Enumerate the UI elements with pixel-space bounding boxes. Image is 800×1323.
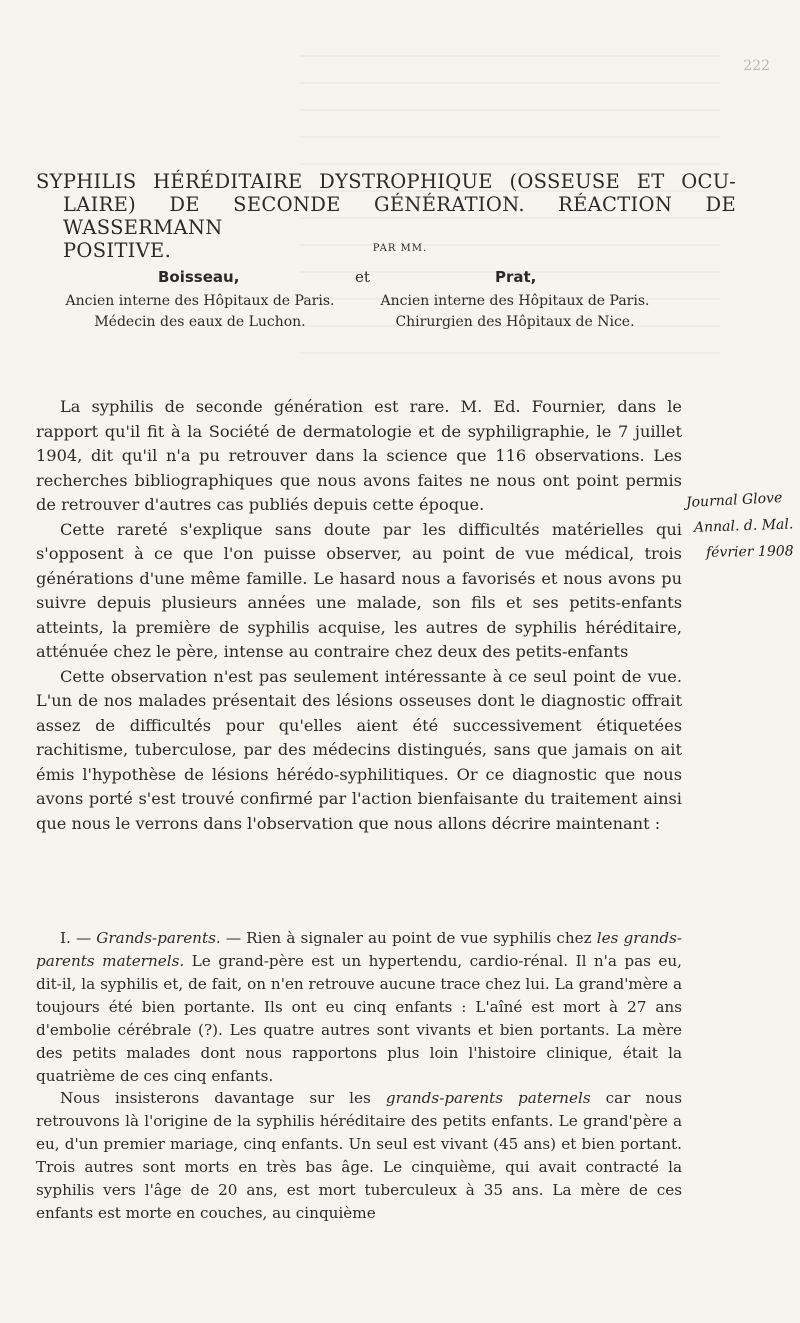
affiliation-line: Ancien interne des Hôpitaux de Paris. [380, 293, 650, 309]
section-label: I. — [60, 929, 97, 947]
annotation-line-2: Annal. d. Mal. [693, 516, 794, 536]
article-body [36, 395, 682, 836]
observation-section [36, 927, 682, 1225]
text-run: Rien à signaler au point de vue syphilis chez [246, 929, 597, 947]
author-name-2: Prat, [495, 268, 537, 286]
author-affiliation-1 [40, 291, 360, 333]
paragraph: La syphilis de seconde génération est rare. M. Ed. Fournier, dans le rapport qu'il fit à la Société de dermatologie et de syphiligraphie, le 7 juillet 1904, dit qu'il n'a pu retrouver dans la science que 116 observations. Les recherches bibliographiques que nous avons faites ne nous ont point permis de retrouver d'autres cas publiés depuis cette époque. [36, 397, 682, 514]
author-name-1: Boisseau, [158, 268, 240, 286]
page-number: 222 [743, 58, 770, 74]
section-heading: Grands-parents. [96, 929, 221, 947]
text-run: Le grand-père est un hypertendu, cardio-rénal. Il n'a pas eu, dit-il, la syphilis et, de fait, on n'en retrouve aucune trace chez lui. La grand'mère a toujours été bien portante. Ils ont eu cinq enfants : L'aîné est mort à 27 ans d'embolie cérébrale (?). Les quatre autres sont vivants et bien portants. La mère des petits malades dont nous rapportons plus loin l'histoire clinique, était la quatrième de ces cinq enfants. [36, 952, 682, 1085]
paragraph: Cette observation n'est pas seulement intéressante à ce seul point de vue. L'un de nos malades présentait des lésions osseuses dont le diagnostic offrait assez de difficultés pour qu'elles aient été successivement étiquetées rachitisme, tuberculose, par des médecins distingués, sans que jamais on ait émis l'hypothèse de lésions hérédo-syphilitiques. Or ce diagnostic que nous avons porté s'est trouvé confirmé par l'action bienfaisante du traitement ainsi que nous le verrons dans l'observation que nous allons décrire maintenant : [36, 666, 682, 833]
affiliation-line: Chirurgien des Hôpitaux de Nice. [395, 314, 635, 330]
title-line-3: POSITIVE. [63, 239, 172, 262]
annotation-line-1: Journal Glove [685, 489, 783, 511]
affiliation-line: Médecin des eaux de Luchon. [94, 314, 306, 330]
annotation-line-3: février 1908 [705, 543, 794, 561]
affiliation-line: Ancien interne des Hôpitaux de Paris. [65, 293, 335, 309]
observation-paragraph-2 [36, 1087, 682, 1225]
title-line-2: LAIRE) DE SECONDE GÉNÉRATION. RÉACTION DE WASSERMANN [63, 193, 736, 239]
observation-paragraph-1 [36, 927, 682, 1088]
title-line-1: SYPHILIS HÉRÉDITAIRE DYSTROPHIQUE (OSSEUSE ET OCU- [36, 170, 736, 193]
handwritten-annotation [684, 487, 800, 579]
text-run: car nous retrouvons là l'origine de la syphilis héréditaire des petits enfants. Le grand'père a eu, d'un premier mariage, cinq enfants. Un seul est vivant (45 ans) et bien portant. Trois autres sont morts en très bas âge. Le cinquième, qui avait contracté la syphilis vers l'âge de 20 ans, est mort tuberculeux à 35 ans. La mère de ces enfants est morte en couches, au cinquième [36, 1089, 682, 1222]
author-conjunction: et [355, 268, 370, 286]
emphasis: les grands-parents maternels. [36, 929, 683, 970]
heading-dash: — [220, 929, 247, 947]
author-affiliation-2 [365, 291, 665, 333]
text-run: Nous insisterons davantage sur les [60, 1089, 386, 1107]
emphasis: grands-parents paternels [385, 1089, 591, 1107]
paragraph: Cette rareté s'explique sans doute par les difficultés matérielles qui s'opposent à ce que l'on puisse observer, au point de vue médical, trois générations d'une même famille. Le hasard nous a favorisés et nous avons pu suivre depuis plusieurs années une malade, son fils et ses petits-enfants atteints, la première de syphilis acquise, les autres de syphilis héréditaire, atténuée chez le père, intense au contraire chez deux des petits-enfants [36, 519, 682, 661]
byline-par: PAR MM. [372, 243, 428, 254]
